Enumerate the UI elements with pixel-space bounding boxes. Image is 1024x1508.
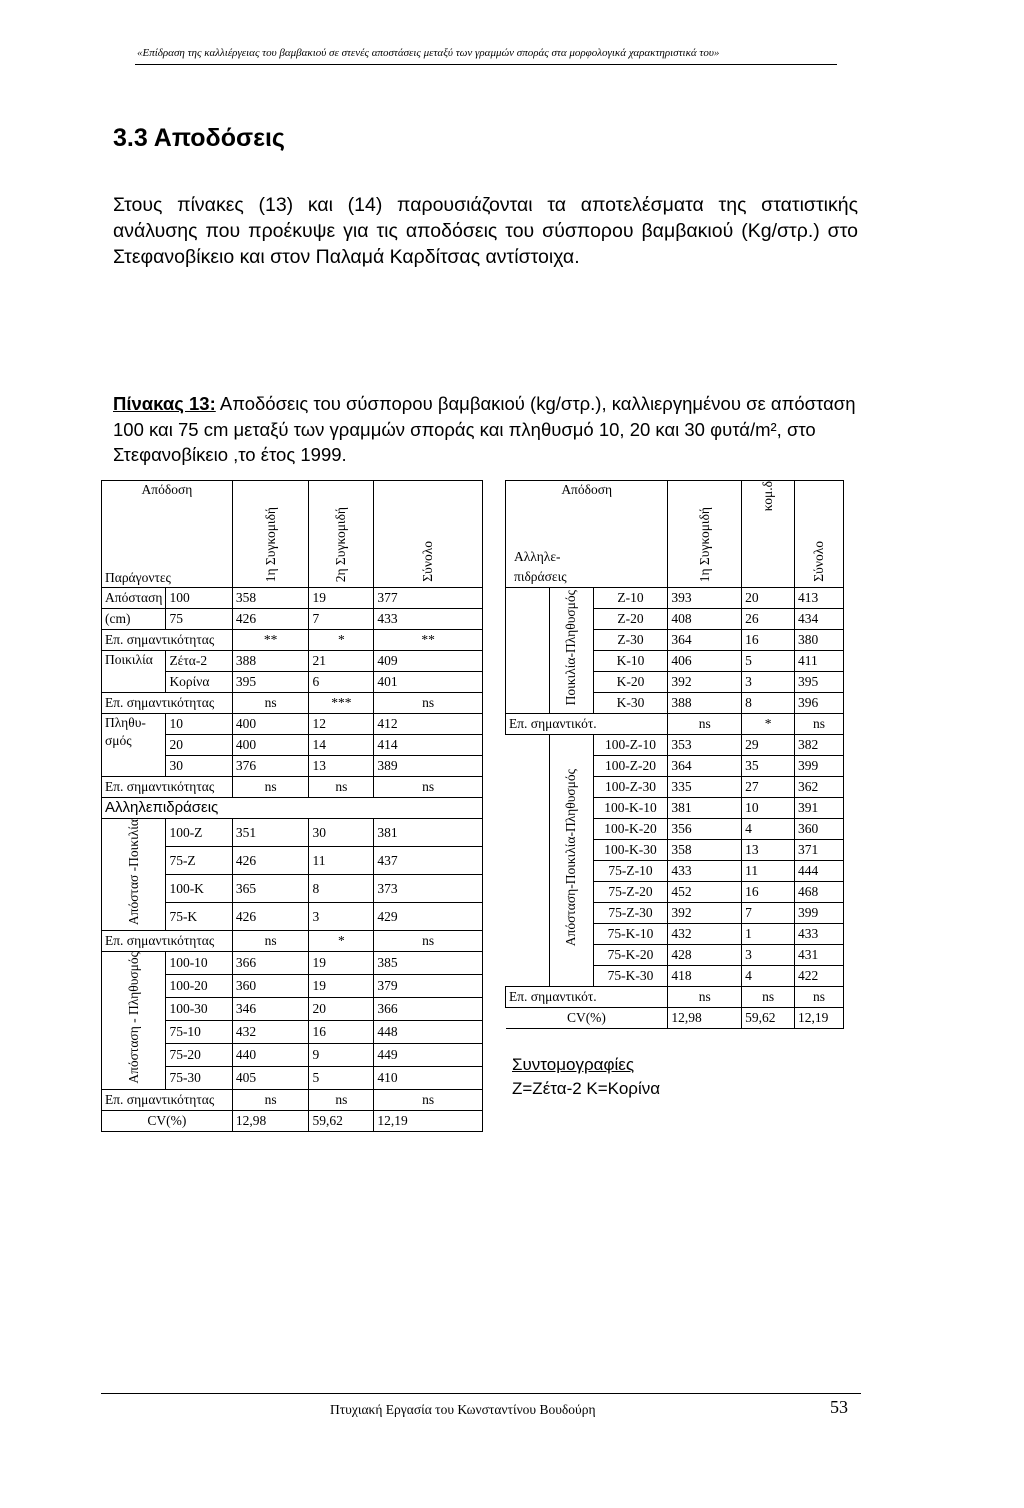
significance-value: ns	[374, 931, 483, 952]
table-cell: 19	[309, 588, 374, 609]
table-cell: 19	[309, 952, 374, 975]
table-cell: 413	[795, 588, 844, 609]
table-cell: 30	[166, 756, 232, 777]
table-cell: 429	[374, 903, 483, 931]
table-cell: 1	[742, 924, 795, 945]
table-cell: 431	[795, 945, 844, 966]
table-cell: 8	[742, 693, 795, 714]
significance-value: ns	[309, 777, 374, 798]
table-cell: 13	[309, 756, 374, 777]
right-header-apodosi: Απόδοση	[561, 482, 613, 497]
table-row	[102, 1110, 483, 1131]
left-header-c2: 2η Συγκομιδή	[333, 506, 349, 582]
table-cell: 5	[309, 1066, 374, 1089]
table-cell: 418	[668, 966, 742, 987]
left-header-apodosi: Απόδοση	[141, 482, 193, 497]
table-cell: 364	[668, 630, 742, 651]
distance-variety-population-group-label: Απόσταση-Ποικιλία-Πληθυσμός	[563, 769, 579, 947]
distance-variety-population-group	[549, 735, 593, 987]
table-cell: 433	[668, 861, 742, 882]
table-row	[102, 777, 483, 798]
table-cell: 353	[668, 735, 742, 756]
table-cell: 100-30	[166, 997, 232, 1020]
table-cell: 408	[668, 609, 742, 630]
significance-value: ***	[309, 693, 374, 714]
caption-label: Πίνακας 13:	[113, 393, 216, 414]
table-cell: 75	[166, 609, 232, 630]
table-cell: 365	[232, 875, 309, 903]
significance-value: ns	[232, 693, 309, 714]
table-cell: 362	[795, 777, 844, 798]
table-cell: 444	[795, 861, 844, 882]
significance-value: ns	[232, 1089, 309, 1110]
table-cell: 401	[374, 672, 483, 693]
table-cell: 426	[232, 609, 309, 630]
table-row	[102, 952, 483, 975]
table-cell: 434	[795, 609, 844, 630]
significance-label: Επ. σημαντικότητας	[102, 931, 233, 952]
table-cell: 358	[668, 840, 742, 861]
table-cell: 8	[309, 875, 374, 903]
table-row	[102, 609, 483, 630]
table-cell: 385	[374, 952, 483, 975]
table-cell: Κ-30	[593, 693, 668, 714]
distance-variety-group	[102, 819, 166, 931]
table-cell: 448	[374, 1020, 483, 1043]
table-cell: 400	[232, 714, 309, 735]
table-cell: 13	[742, 840, 795, 861]
significance-label: Επ. σημαντικότητας	[102, 693, 233, 714]
table-cell: Κ-10	[593, 651, 668, 672]
table-row	[102, 651, 483, 672]
table-cell: 391	[795, 798, 844, 819]
significance-value: ns	[232, 777, 309, 798]
table-cell: 380	[795, 630, 844, 651]
distance-population-group-label: Απόσταση - Πληθυσμός	[125, 952, 141, 1084]
table-cell: 11	[309, 847, 374, 875]
significance-value: ns	[374, 693, 483, 714]
table-cell: 392	[668, 903, 742, 924]
table-cell: 20	[309, 997, 374, 1020]
table-cell: 410	[374, 1066, 483, 1089]
cv-value: 12,98	[232, 1110, 309, 1131]
significance-label: Επ. σημαντικότ.	[506, 714, 668, 735]
section-title: 3.3 Αποδόσεις	[113, 124, 285, 152]
table-cell: 346	[232, 997, 309, 1020]
table-row	[102, 588, 483, 609]
significance-value: *	[742, 714, 795, 735]
right-header-c3: Σύνολο	[811, 541, 827, 582]
table-cell: 16	[742, 882, 795, 903]
table-cell: 29	[742, 735, 795, 756]
significance-label: Επ. σημαντικότητας	[102, 1089, 233, 1110]
table-cell: 7	[309, 609, 374, 630]
significance-label: Επ. σημαντικότητας	[102, 777, 233, 798]
table-cell: 75-Κ	[166, 903, 232, 931]
table-cell: 75-Ζ-20	[593, 882, 668, 903]
abbreviations	[512, 1053, 660, 1101]
significance-value: *	[309, 931, 374, 952]
variety-population-group-label: Ποικιλία-Πληθυσμός	[563, 590, 579, 706]
table-cell: 452	[668, 882, 742, 903]
table-row	[506, 987, 844, 1008]
table-cell: 406	[668, 651, 742, 672]
table-cell: 100-Κ-10	[593, 798, 668, 819]
table-cell: 366	[232, 952, 309, 975]
table-row	[506, 735, 844, 756]
table-cell: 3	[742, 672, 795, 693]
right-header-inter	[506, 481, 668, 588]
table-cell: 30	[309, 819, 374, 847]
table-cell: 100-Κ-30	[593, 840, 668, 861]
table-cell: 75-Κ-10	[593, 924, 668, 945]
variety-population-group	[549, 588, 593, 714]
table-cell: 100-10	[166, 952, 232, 975]
table-cell: 335	[668, 777, 742, 798]
table-row	[102, 630, 483, 651]
table-row	[102, 693, 483, 714]
table-cell: Απόσταση	[102, 588, 166, 609]
table-cell: 428	[668, 945, 742, 966]
table-cell: 10	[742, 798, 795, 819]
distance-population-group	[102, 952, 166, 1090]
significance-label: Επ. σημαντικότ.	[506, 987, 668, 1008]
table-cell	[506, 588, 550, 714]
left-body	[102, 588, 483, 1132]
running-header: «Επίδραση της καλλιέργειας του βαμβακιού σε στενές αποστάσεις μεταξύ των γραμμών σποράς στα μορφολογικά χαρακτηριστικά του»	[135, 47, 841, 59]
table-cell: 426	[232, 903, 309, 931]
interactions-label: Αλληλεπιδράσεις	[102, 798, 483, 819]
table-cell: 100-Ζ	[166, 819, 232, 847]
table-row	[102, 1089, 483, 1110]
table-cell: 3	[742, 945, 795, 966]
table-cell: 382	[795, 735, 844, 756]
significance-value: ns	[374, 777, 483, 798]
table-caption	[113, 391, 863, 468]
table-cell: 412	[374, 714, 483, 735]
table-cell: 75-30	[166, 1066, 232, 1089]
left-table	[101, 480, 483, 1132]
caption-text: Αποδόσεις του σύσπορου βαμβακιού (kg/στρ.), καλλιεργημένου σε απόσταση 100 και 75 cm μεταξύ των γραμμών σποράς και πληθυσμό 10, 20 και 30 φυτά/m², στο Στεφανοβίκειο ,το έτος 1999.	[113, 393, 856, 465]
significance-value: *	[309, 630, 374, 651]
table-cell: 16	[309, 1020, 374, 1043]
table-cell: 433	[795, 924, 844, 945]
table-cell: (cm)	[102, 609, 166, 630]
footer-text: Πτυχιακή Εργασία του Κωνσταντίνου Βουδούρη	[330, 1402, 596, 1417]
significance-value: ns	[742, 987, 795, 1008]
cv-value: 59,62	[309, 1110, 374, 1131]
distance-variety-group-label: Απόστασ -Ποικιλία	[125, 819, 141, 926]
table-cell: 395	[232, 672, 309, 693]
table-cell: 100-Κ	[166, 875, 232, 903]
table-cell: 364	[668, 756, 742, 777]
left-header-c1: 1η Συγκομιδή	[262, 506, 278, 582]
cv-value: 12,19	[374, 1110, 483, 1131]
table-row	[102, 931, 483, 952]
left-header-c3: Σύνολο	[420, 541, 436, 582]
table-cell: 399	[795, 903, 844, 924]
table-row	[102, 819, 483, 847]
table-cell: Ζ-20	[593, 609, 668, 630]
table-cell: 411	[795, 651, 844, 672]
table-cell: 371	[795, 840, 844, 861]
page-number: 53	[830, 1397, 848, 1417]
table-cell: 377	[374, 588, 483, 609]
table-cell: 11	[742, 861, 795, 882]
table-cell: 405	[232, 1066, 309, 1089]
right-header-row	[506, 481, 844, 588]
abbr-text: Ζ=Ζέτα-2 Κ=Κορίνα	[512, 1079, 661, 1098]
table-cell: 432	[232, 1020, 309, 1043]
table-cell: 392	[668, 672, 742, 693]
table-cell: 16	[742, 630, 795, 651]
table-cell: 379	[374, 975, 483, 998]
table-cell: 100-20	[166, 975, 232, 998]
header-rule	[135, 64, 837, 65]
significance-value: ns	[795, 714, 844, 735]
table-cell: 440	[232, 1043, 309, 1066]
table-cell	[506, 735, 550, 987]
table-cell: Κορίνα	[166, 672, 232, 693]
significance-value: **	[374, 630, 483, 651]
cv-label: CV(%)	[102, 1110, 233, 1131]
table-cell: 360	[795, 819, 844, 840]
table-cell: 4	[742, 966, 795, 987]
table-cell: 432	[668, 924, 742, 945]
table-cell: 358	[232, 588, 309, 609]
table-cell: 366	[374, 997, 483, 1020]
table-cell: Ζέτα-2	[166, 651, 232, 672]
table-row	[506, 714, 844, 735]
table-cell: 376	[232, 756, 309, 777]
table-cell: 389	[374, 756, 483, 777]
table-cell: 414	[374, 735, 483, 756]
cv-value: 12,19	[795, 1008, 844, 1029]
table-cell: Ζ-30	[593, 630, 668, 651]
table-cell: 426	[232, 847, 309, 875]
significance-value: ns	[309, 1089, 374, 1110]
left-header-factors	[102, 481, 233, 588]
table-row	[102, 714, 483, 735]
table-cell: 10	[166, 714, 232, 735]
cv-value: 59,62	[742, 1008, 795, 1029]
left-header-paragontes: Παράγοντες	[105, 570, 171, 585]
significance-value: ns	[668, 987, 742, 1008]
significance-label: Επ. σημαντικότητας	[102, 630, 233, 651]
table-cell: 100-Ζ-10	[593, 735, 668, 756]
significance-value: ns	[668, 714, 742, 735]
table-cell: 75-Κ-30	[593, 966, 668, 987]
table-cell: 75-10	[166, 1020, 232, 1043]
table-cell: 20	[166, 735, 232, 756]
table-cell: 6	[309, 672, 374, 693]
table-cell: 360	[232, 975, 309, 998]
table-cell: 20	[742, 588, 795, 609]
table-cell: 393	[668, 588, 742, 609]
table-cell: 7	[742, 903, 795, 924]
table-cell: 468	[795, 882, 844, 903]
table-cell: 400	[232, 735, 309, 756]
right-body	[506, 588, 844, 1029]
abbr-title: Συντομογραφίες	[512, 1055, 635, 1074]
cv-label: CV(%)	[506, 1008, 668, 1029]
table-cell: 75-Ζ-30	[593, 903, 668, 924]
significance-value: ns	[232, 931, 309, 952]
table-cell: 399	[795, 756, 844, 777]
table-cell: 26	[742, 609, 795, 630]
right-header-c2: κομ.δ	[760, 481, 776, 512]
right-header-allilepidraseis: Αλληλε-πιδράσεις	[514, 549, 567, 584]
significance-value: ns	[374, 1089, 483, 1110]
table-cell: 12	[309, 714, 374, 735]
table-cell: 100	[166, 588, 232, 609]
table-row	[102, 798, 483, 819]
table-cell: 396	[795, 693, 844, 714]
table-row	[506, 588, 844, 609]
intro-paragraph: Στους πίνακες (13) και (14) παρουσιάζονται τα αποτελέσματα της στατιστικής ανάλυσης που προέκυψε για τις αποδόσεις του σύσπορου βαμβακιού (Kg/στρ.) στο Στεφανοβίκειο και στον Παλαμά Καρδίτσας αντίστοιχα.	[113, 194, 858, 268]
cv-value: 12,98	[668, 1008, 742, 1029]
table-cell: 35	[742, 756, 795, 777]
table-cell: 422	[795, 966, 844, 987]
table-cell: Ζ-10	[593, 588, 668, 609]
significance-value: ns	[795, 987, 844, 1008]
table-cell: 388	[668, 693, 742, 714]
right-header-c1: 1η Συγκομιδή	[696, 506, 712, 582]
table-cell: 395	[795, 672, 844, 693]
table-cell: 356	[668, 819, 742, 840]
table-row	[506, 1008, 844, 1029]
table-cell: 5	[742, 651, 795, 672]
table-cell: 100-Ζ-20	[593, 756, 668, 777]
table-cell: 19	[309, 975, 374, 998]
table-cell: Πληθυ-σμός	[102, 714, 166, 777]
table-cell: 437	[374, 847, 483, 875]
footer-rule	[101, 1393, 861, 1394]
table-cell: 9	[309, 1043, 374, 1066]
table-cell: 351	[232, 819, 309, 847]
table-cell: 21	[309, 651, 374, 672]
table-cell: 14	[309, 735, 374, 756]
table-cell: 27	[742, 777, 795, 798]
table-cell: 100-Ζ-30	[593, 777, 668, 798]
table-cell: 409	[374, 651, 483, 672]
table-cell: 373	[374, 875, 483, 903]
table-cell: 100-Κ-20	[593, 819, 668, 840]
significance-value: **	[232, 630, 309, 651]
table-cell: 4	[742, 819, 795, 840]
right-table	[505, 480, 844, 1029]
table-cell: Κ-20	[593, 672, 668, 693]
table-cell: 433	[374, 609, 483, 630]
left-header-row	[102, 481, 483, 588]
table-cell: 3	[309, 903, 374, 931]
table-cell: 75-Ζ	[166, 847, 232, 875]
table-cell: 381	[668, 798, 742, 819]
table-cell: Ποικιλία	[102, 651, 166, 693]
table-cell: 449	[374, 1043, 483, 1066]
table-cell: 388	[232, 651, 309, 672]
table-cell: 75-Ζ-10	[593, 861, 668, 882]
table-cell: 381	[374, 819, 483, 847]
table-cell: 75-20	[166, 1043, 232, 1066]
table-cell: 75-Κ-20	[593, 945, 668, 966]
